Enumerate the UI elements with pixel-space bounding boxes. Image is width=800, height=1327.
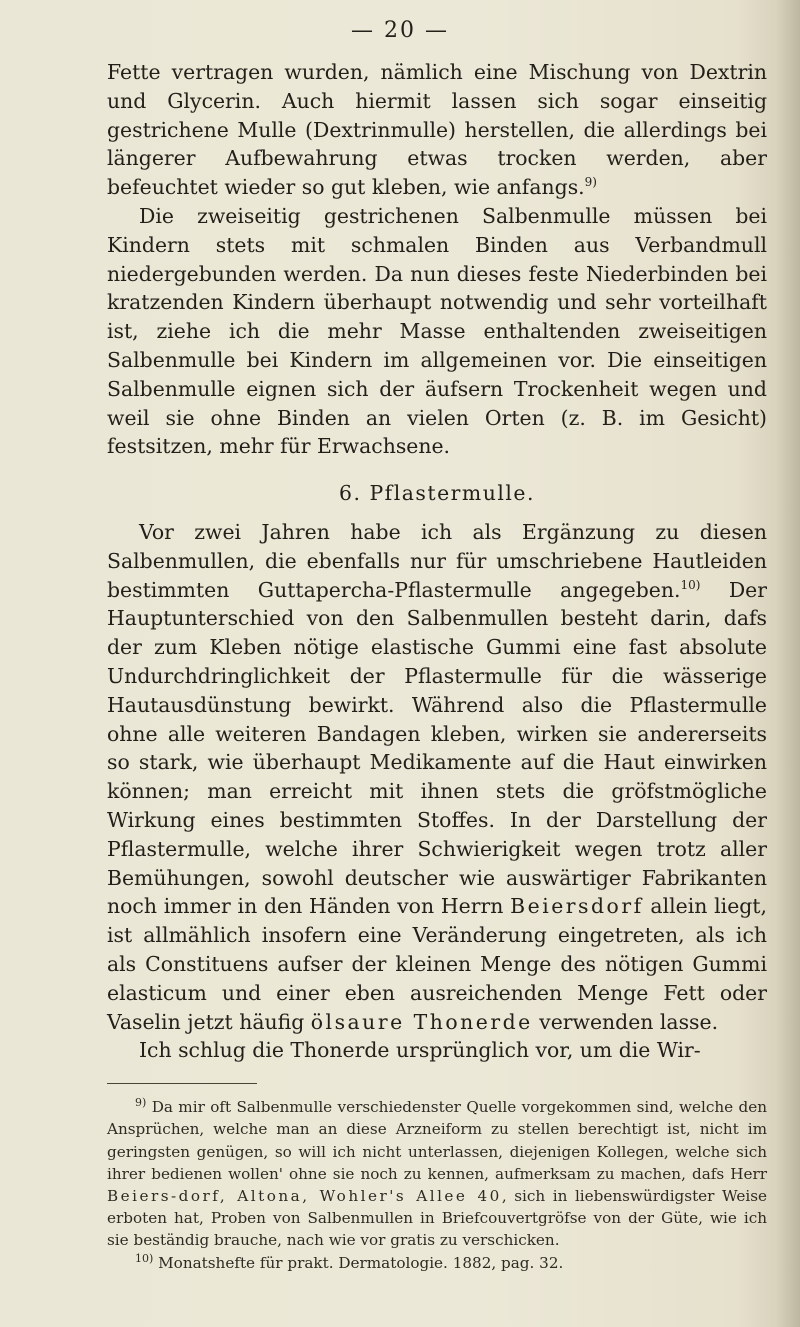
spaced-term-olsaure-thonerde: ölsaure Thonerde — [310, 1009, 533, 1034]
footnote-9 — [107, 1096, 767, 1251]
page-number: — 20 — — [351, 18, 449, 43]
paragraph-1-text: Fette vertragen wurden, nämlich eine Mischung von Dextrin und Glycerin. Auch hiermit lassen sich sogar einseitig gestrichene Mulle (Dextrinmulle) herstellen, die allerdings bei längerer Aufbewahrung etwas trocken werden, aber befeuchtet wieder so gut kleben, wie anfangs. — [107, 60, 767, 200]
footnote-divider — [107, 1083, 257, 1084]
footnote-9-text-a: Da mir oft Salbenmulle verschiedenster Quelle vorgekommen sind, welche den Ansprüchen, welche man an diese Arzneiform zu stellen berechtigt ist, nicht im geringsten genügen, so will ich nicht unterlassen, diejenigen Kollegen, welche sich ihrer bedienen wollen' ohne sie noch zu kennen, aufmerksam zu machen, dafs Herr — [107, 1098, 768, 1183]
paragraph-3-text-c: allein liegt, ist allmählich insofern eine Veränderung eingetreten, als ich als Constituens aufser der kleinen Menge des nötigen Gummi elasticum und einer eben ausreichenden Menge Fett oder Vaselin jetzt häufig — [107, 894, 767, 1034]
paragraph-3 — [107, 518, 767, 1036]
spaced-name-beiersdorf: Beiersdorf — [510, 894, 644, 919]
paragraph-3-text-d: verwenden lasse. — [532, 1009, 719, 1034]
footnote-10 — [107, 1252, 767, 1274]
paragraph-1 — [107, 58, 767, 202]
footnote-ref-9: 9) — [584, 175, 597, 190]
paragraph-3-text-b: Der Hauptunterschied von den Salbenmullen besteht darin, dafs der zum Kleben nötige elastische Gummi eine fast absolute Undurchdringlichkeit der Pflastermulle für die wässerige Hautausdünstung bewirkt. Während also die Pflastermulle ohne alle weiteren Bandagen kleben, wirken sie andererseits so stark, wie überhaupt Medikamente auf die Haut einwirken können; man erreicht mit ihnen stets die gröfstmögliche Wirkung eines bestimmten Stoffes. In der Darstellung der Pflastermulle, welche ihrer Schwierigkeit wegen trotz aller Bemühungen, sowohl deutscher wie auswärtiger Fabrikanten noch immer in den Händen von Herrn — [107, 577, 767, 919]
footnote-10-text: Monatshefte für prakt. Dermatologie. 1882, pag. 32. — [158, 1253, 564, 1272]
footnote-9-mark: 9) — [135, 1096, 147, 1110]
footnote-10-mark: 10) — [135, 1251, 154, 1265]
page-edge-shadow — [776, 0, 800, 1327]
footnote-9-text-b: , sich in liebenswürdigster Weise erboten hat, Proben von Salbenmullen in Briefcouvertgröfse von der Güte, wie ich sie beständig brauche, nach wie vor gratis zu verschicken. — [107, 1186, 767, 1250]
body-text — [107, 58, 767, 1274]
footnote-ref-10: 10) — [680, 577, 701, 592]
paragraph-2: Die zweiseitig gestrichenen Salbenmulle müssen bei Kindern stets mit schmalen Binden aus Verbandmull niedergebunden werden. Da nun dieses feste Niederbinden bei kratzenden Kindern überhaupt notwendig und sehr vorteilhaft ist, ziehe ich die mehr Masse enthaltenden zweiseitigen Salbenmulle bei Kindern im allgemeinen vor. Die einseitigen Salbenmulle eignen sich der äufsern Trockenheit wegen und weil sie ohne Binden an vielen Orten (z. B. im Gesicht) festsitzen, mehr für Erwachsene. — [107, 203, 767, 459]
paragraph-4: Ich schlug die Thonerde ursprünglich vor, um die Wir- — [139, 1038, 701, 1063]
paragraph-3-text-a: Vor zwei Jahren habe ich als Ergänzung zu diesen Salbenmullen, die ebenfalls nur für umschriebene Hautleiden bestimmten Guttapercha-Pflastermulle angegeben. — [107, 519, 767, 602]
section-heading: 6. Pflastermulle. — [339, 481, 535, 506]
footnote-9-address: Beiers-dorf, Altona, Wohler's Allee 40 — [107, 1186, 502, 1205]
